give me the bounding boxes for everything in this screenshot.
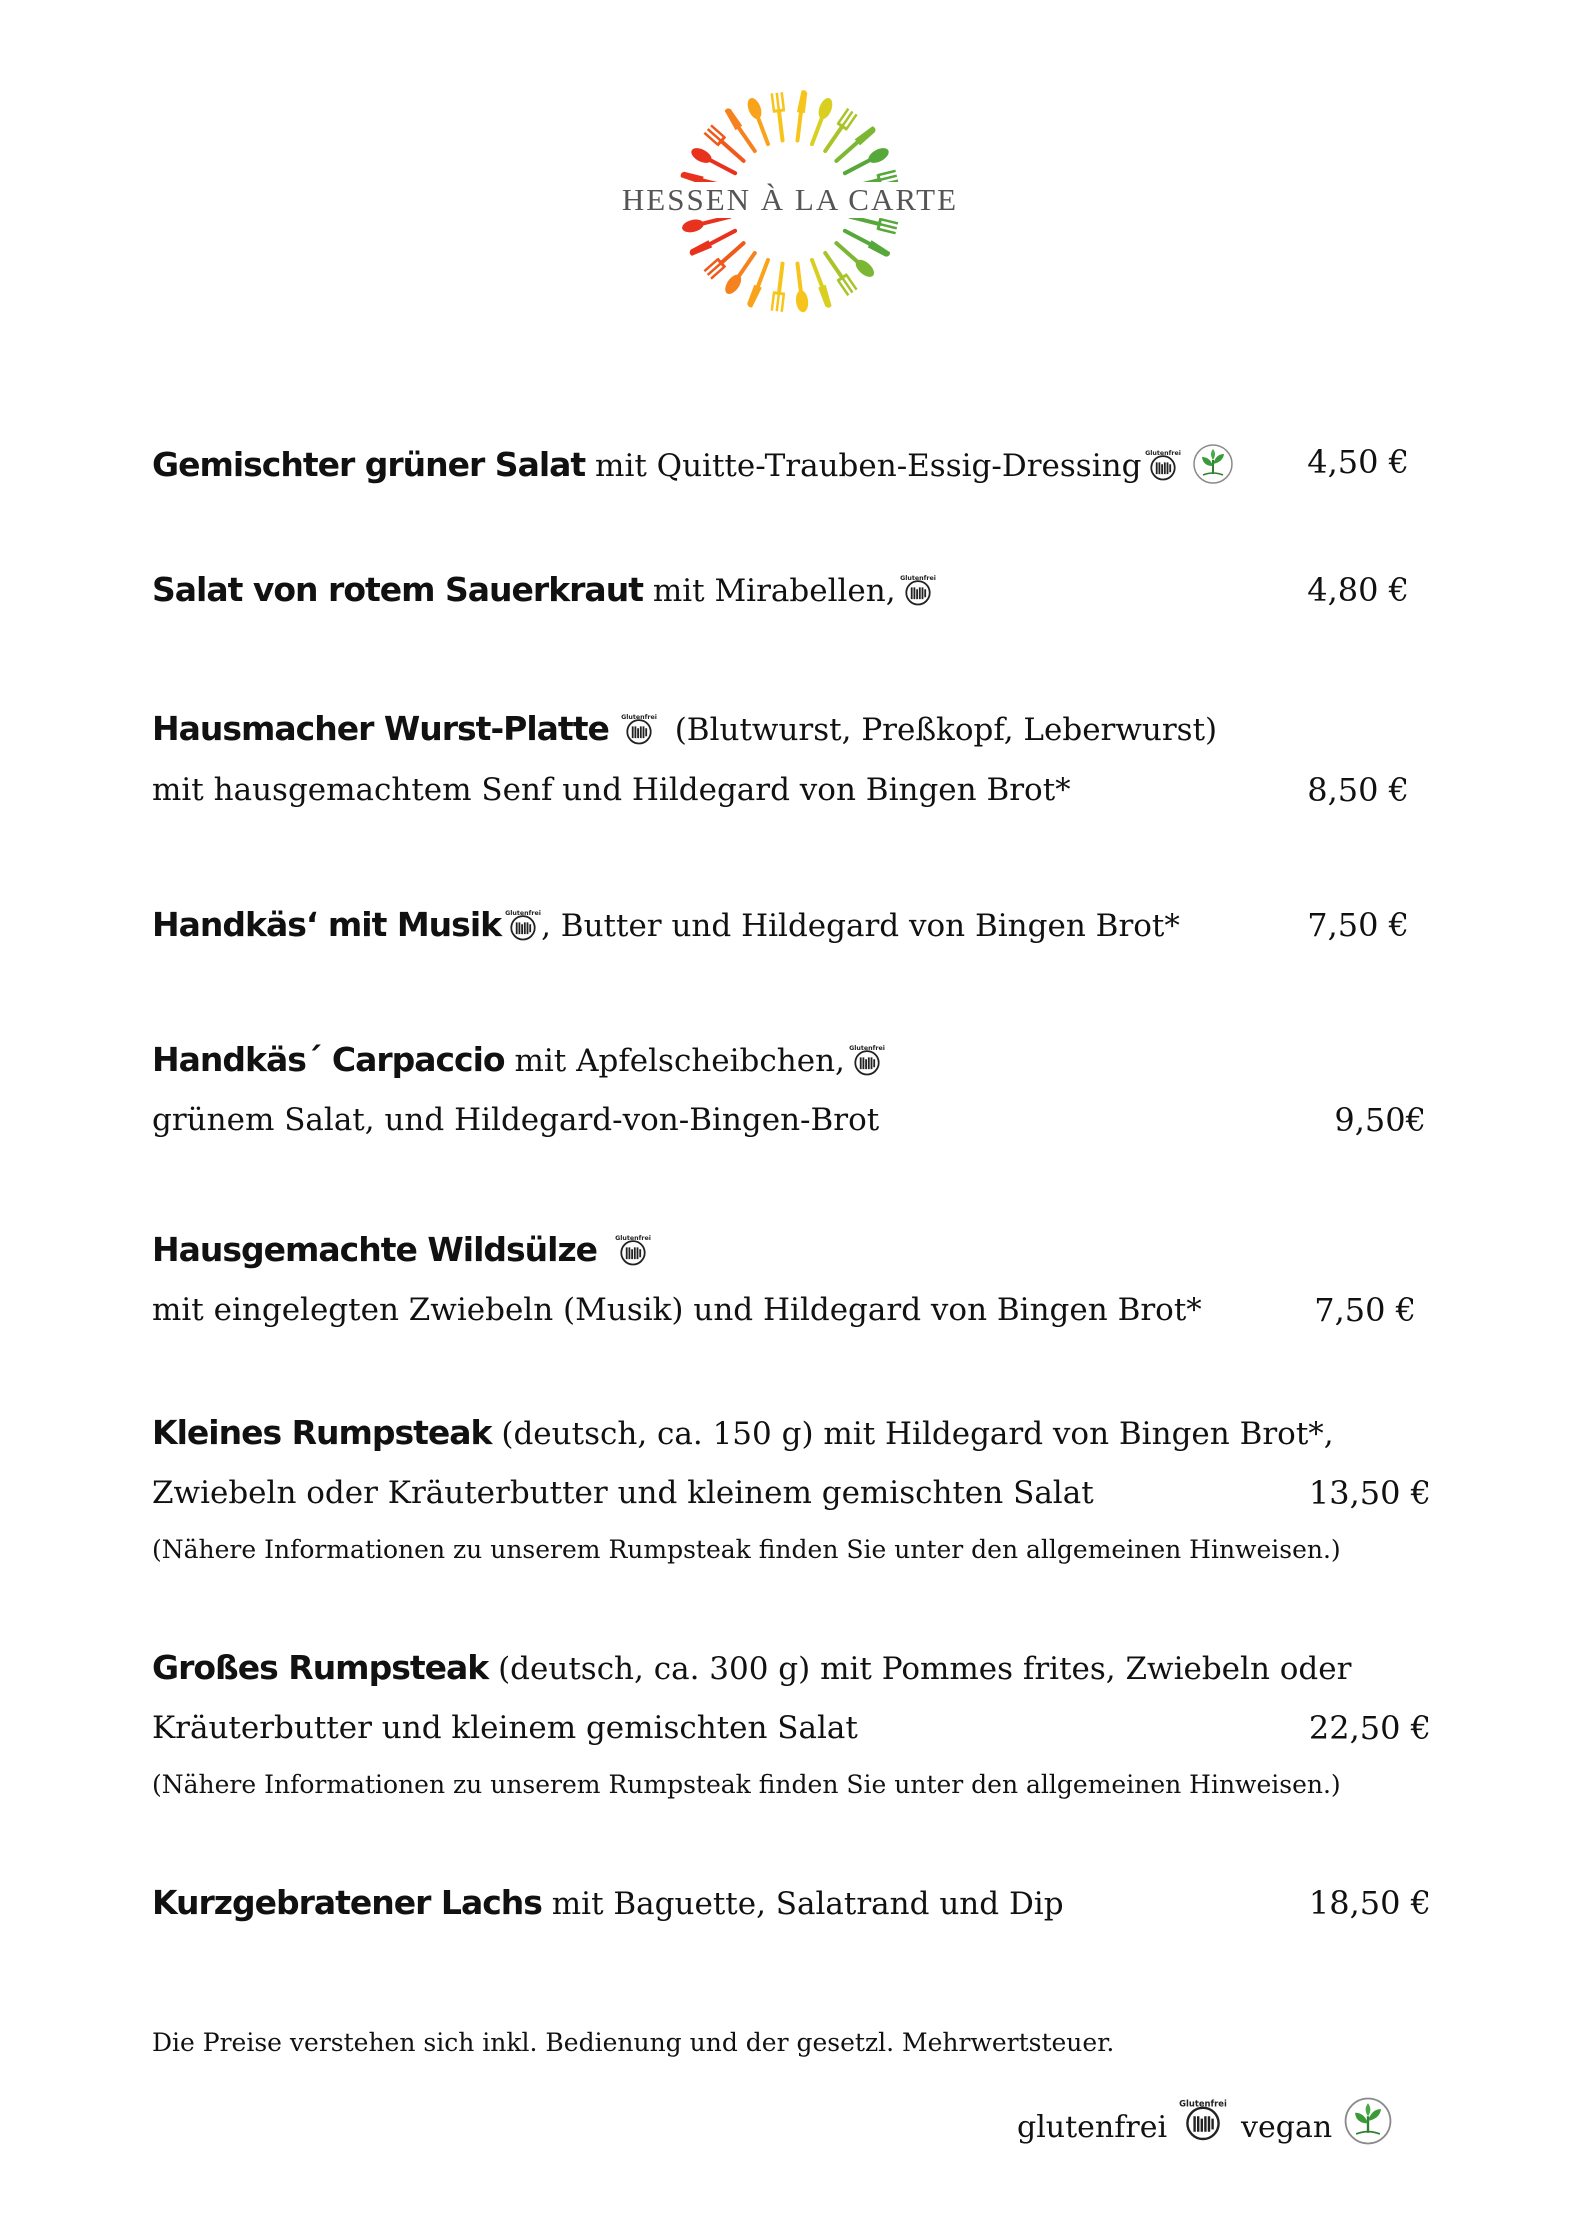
- glutenfree-icon: [615, 1233, 651, 1269]
- item-description-line2: grünem Salat, und Hildegard-von-Bingen-Brot: [152, 1102, 880, 1138]
- logo-utensil: [808, 259, 833, 309]
- item-description-line2: Zwiebeln oder Kräuterbutter und kleinem gemischten Salat: [152, 1475, 1094, 1511]
- item-price: 4,50 €: [1307, 443, 1409, 481]
- item-name: Kurzgebratener Lachs: [152, 1883, 542, 1922]
- menu-item-2: [152, 570, 936, 611]
- logo-utensil: [771, 263, 789, 312]
- item-description: (Blutwurst, Preßkopf, Leberwurst): [664, 712, 1218, 748]
- price-footnote: Die Preise verstehen sich inkl. Bedienung und der gesetzl. Mehrwertsteuer.: [152, 2028, 1115, 2057]
- logo-utensil: [746, 259, 771, 309]
- item-name: Handkäs‘ mit Musik: [152, 905, 502, 944]
- logo-utensil: [806, 96, 835, 146]
- item-price: 13,50 €: [1308, 1474, 1431, 1512]
- item-name: Hausmacher Wurst-Platte: [152, 709, 609, 748]
- item-price: 7,50 €: [1307, 906, 1409, 944]
- item-description: mit Mirabellen,: [642, 573, 896, 609]
- glutenfree-icon: [505, 908, 541, 944]
- vegan-icon: [1191, 442, 1235, 486]
- menu-item-8: [152, 1648, 1351, 1689]
- menu-item-9: [152, 1883, 1064, 1924]
- icon-legend: [1017, 2095, 1394, 2147]
- logo: [605, 82, 975, 322]
- logo-utensil: [794, 90, 808, 141]
- logo-utensil: [771, 92, 789, 141]
- vegan-icon: [1342, 2095, 1394, 2147]
- menu-item-5: [152, 1040, 885, 1081]
- menu-item-6: [152, 1230, 651, 1270]
- item-price: 8,50 €: [1307, 771, 1409, 809]
- item-price: 22,50 €: [1308, 1709, 1431, 1747]
- glutenfree-icon: [1179, 2097, 1227, 2145]
- item-description-line2: Kräuterbutter und kleinem gemischten Salat: [152, 1710, 858, 1746]
- menu-item-7: [152, 1413, 1334, 1454]
- item-description: , Butter und Hildegard von Bingen Brot*: [541, 908, 1180, 944]
- item-description: mit Baguette, Salatrand und Dip: [541, 1886, 1064, 1922]
- glutenfree-icon: [849, 1043, 885, 1079]
- logo-utensil: [745, 96, 774, 146]
- item-description: mit Quitte-Trauben-Essig-Dressing: [585, 448, 1142, 484]
- item-name: Großes Rumpsteak: [152, 1648, 489, 1687]
- item-name: Kleines Rumpsteak: [152, 1413, 492, 1452]
- legend-vegan-label: vegan: [1241, 2110, 1333, 2145]
- item-description-line2: mit eingelegten Zwiebeln (Musik) und Hildegard von Bingen Brot*: [152, 1292, 1202, 1328]
- item-name: Hausgemachte Wildsülze: [152, 1230, 598, 1269]
- item-price: 9,50€: [1334, 1101, 1426, 1139]
- item-name: Gemischter grüner Salat: [152, 445, 586, 484]
- item-note: (Nähere Informationen zu unserem Rumpsteak finden Sie unter den allgemeinen Hinweisen.): [152, 1535, 1341, 1564]
- item-description: (deutsch, ca. 150 g) mit Hildegard von Bingen Brot*,: [491, 1416, 1334, 1452]
- glutenfree-icon: [900, 573, 936, 609]
- item-note: (Nähere Informationen zu unserem Rumpsteak finden Sie unter den allgemeinen Hinweisen.): [152, 1770, 1341, 1799]
- legend-glutenfree-label: glutenfrei: [1017, 2110, 1168, 2145]
- menu-item-4: [152, 905, 1180, 946]
- glutenfree-icon: [1145, 448, 1181, 484]
- item-description: mit Apfelscheibchen,: [504, 1043, 845, 1079]
- item-price: 4,80 €: [1307, 571, 1409, 609]
- logo-title: HESSEN À LA CARTE: [605, 182, 975, 218]
- logo-utensil: [792, 263, 810, 313]
- item-description-line2: mit hausgemachtem Senf und Hildegard von Bingen Brot*: [152, 772, 1071, 808]
- glutenfree-icon: [621, 712, 657, 748]
- menu-item-1: [152, 442, 1235, 486]
- item-description: (deutsch, ca. 300 g) mit Pommes frites, Zwiebeln oder: [488, 1651, 1352, 1687]
- item-price: 7,50 €: [1314, 1291, 1416, 1329]
- item-name: Salat von rotem Sauerkraut: [152, 570, 643, 609]
- menu-item-3: [152, 709, 1217, 750]
- item-price: 18,50 €: [1308, 1884, 1431, 1922]
- item-name: Handkäs´ Carpaccio: [152, 1040, 505, 1079]
